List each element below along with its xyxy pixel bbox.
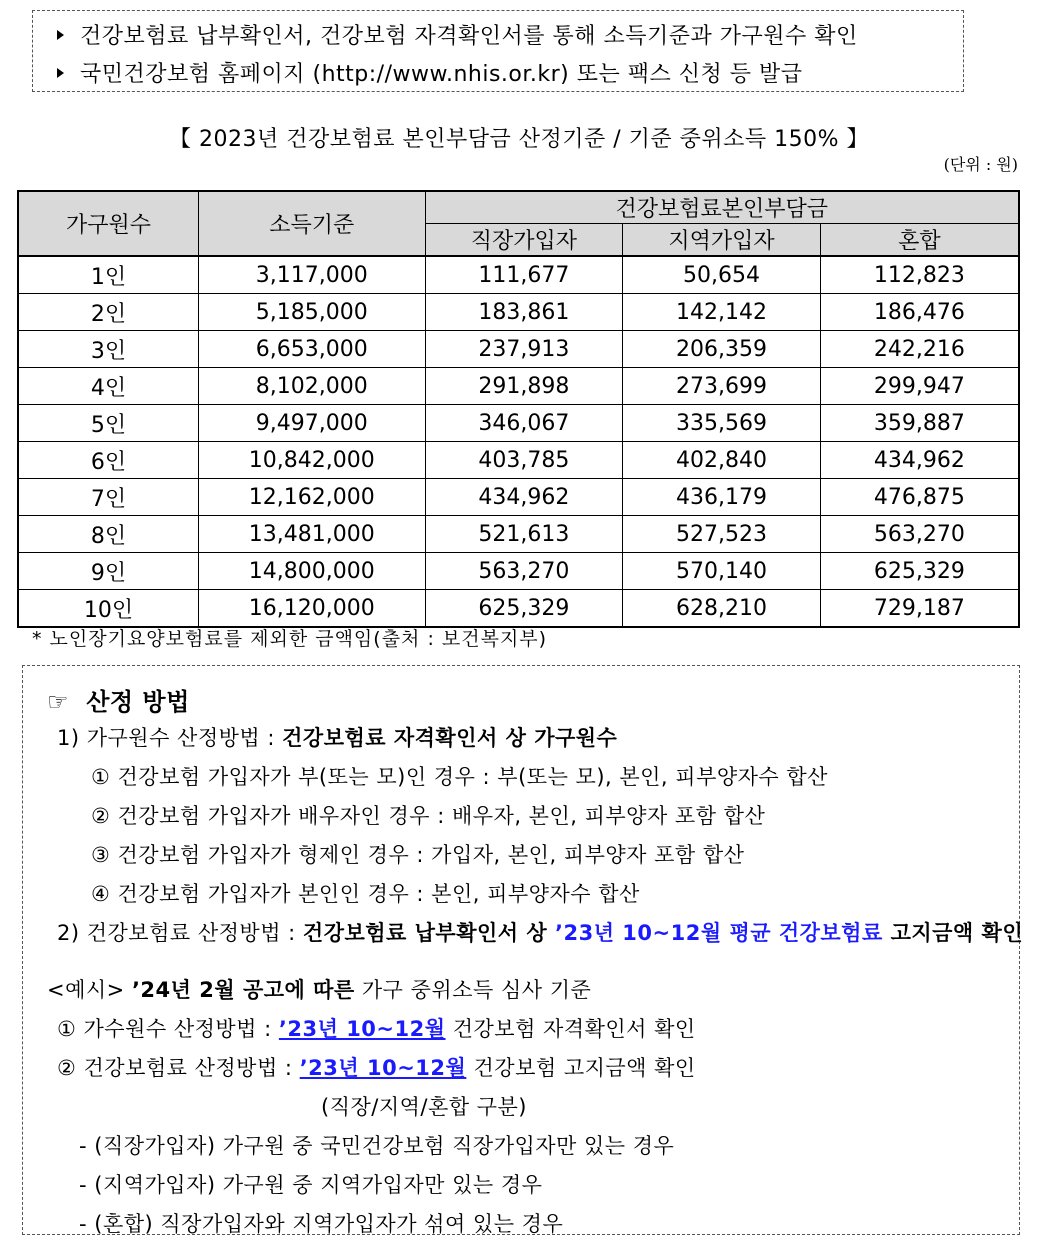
unit-label: (단위 : 원) <box>943 155 1018 174</box>
method-heading-text: 산정 방법 <box>86 688 190 716</box>
cell-mixed: 186,476 <box>820 294 1019 331</box>
header-income: 소득기준 <box>198 191 425 256</box>
cell-regional: 335,569 <box>623 405 821 442</box>
triangle-bullet-icon <box>57 30 64 40</box>
cell-household: 2인 <box>18 294 198 331</box>
cell-income: 9,497,000 <box>198 405 425 442</box>
info-box <box>32 10 964 92</box>
method-item-1: 1) 가구원수 산정방법 : 건강보험료 자격확인서 상 가구원수 <box>57 726 618 750</box>
triangle-bullet-icon <box>57 68 64 78</box>
cell-mixed: 625,329 <box>820 553 1019 590</box>
method-sub-2: ② 건강보험 가입자가 배우자인 경우 : 배우자, 본인, 피부양자 포함 합산 <box>91 804 766 828</box>
cell-household: 5인 <box>18 405 198 442</box>
cell-income: 13,481,000 <box>198 516 425 553</box>
cell-employee: 625,329 <box>425 590 623 628</box>
cell-regional: 273,699 <box>623 368 821 405</box>
cell-employee: 291,898 <box>425 368 623 405</box>
method-item-2: 2) 건강보험료 산정방법 : 건강보험료 납부확인서 상 ’23년 10~12월 평균 건강보험료 고지금액 확인 <box>57 921 1024 945</box>
header-employee: 직장가입자 <box>425 224 623 257</box>
cell-household: 3인 <box>18 331 198 368</box>
example-dash-3: - (혼합) 직장가입자와 지역가입자가 섞여 있는 경우 <box>79 1212 564 1236</box>
header-premium-group: 건강보험료본인부담금 <box>425 191 1019 224</box>
table-row <box>18 331 1019 368</box>
cell-mixed: 242,216 <box>820 331 1019 368</box>
cell-regional: 402,840 <box>623 442 821 479</box>
method-sub-3: ③ 건강보험 가입자가 형제인 경우 : 가입자, 본인, 피부양자 포함 합산 <box>91 843 745 867</box>
method-sub-4: ④ 건강보험 가입자가 본인인 경우 : 본인, 피부양자수 합산 <box>91 882 640 906</box>
cell-employee: 403,785 <box>425 442 623 479</box>
cell-income: 10,842,000 <box>198 442 425 479</box>
header-regional: 지역가입자 <box>623 224 821 257</box>
example-item-2-sub: (직장/지역/혼합 구분) <box>321 1095 527 1119</box>
source-note: * 노인장기요양보험료를 제외한 금액임(출처 : 보건복지부) <box>32 628 548 650</box>
cell-household: 7인 <box>18 479 198 516</box>
cell-employee: 237,913 <box>425 331 623 368</box>
cell-mixed: 299,947 <box>820 368 1019 405</box>
cell-mixed: 729,187 <box>820 590 1019 628</box>
cell-regional: 436,179 <box>623 479 821 516</box>
info-line-2: 국민건강보험 홈페이지 (http://www.nhis.or.kr) 또는 팩스 신청 등 발급 <box>57 57 802 88</box>
cell-household: 9인 <box>18 553 198 590</box>
cell-income: 5,185,000 <box>198 294 425 331</box>
cell-regional: 628,210 <box>623 590 821 628</box>
method-heading <box>47 682 190 717</box>
cell-income: 16,120,000 <box>198 590 425 628</box>
cell-regional: 570,140 <box>623 553 821 590</box>
header-household: 가구원수 <box>18 191 198 256</box>
table-title: 【 2023년 건강보험료 본인부담금 산정기준 / 기준 중위소득 150% 】 <box>168 127 870 152</box>
header-mixed: 혼합 <box>820 224 1019 257</box>
cell-income: 12,162,000 <box>198 479 425 516</box>
example-heading: <예시> ’24년 2월 공고에 따른 가구 중위소득 심사 기준 <box>47 978 592 1002</box>
cell-regional: 50,654 <box>623 256 821 294</box>
cell-household: 1인 <box>18 256 198 294</box>
cell-income: 6,653,000 <box>198 331 425 368</box>
table-row <box>18 516 1019 553</box>
cell-employee: 434,962 <box>425 479 623 516</box>
table-row <box>18 553 1019 590</box>
table-row <box>18 256 1019 294</box>
cell-mixed: 112,823 <box>820 256 1019 294</box>
table-row <box>18 590 1019 628</box>
cell-mixed: 434,962 <box>820 442 1019 479</box>
example-dash-2: - (지역가입자) 가구원 중 지역가입자만 있는 경우 <box>79 1173 543 1197</box>
premium-table <box>17 190 1020 628</box>
cell-employee: 563,270 <box>425 553 623 590</box>
cell-employee: 521,613 <box>425 516 623 553</box>
cell-household: 8인 <box>18 516 198 553</box>
cell-regional: 527,523 <box>623 516 821 553</box>
cell-mixed: 476,875 <box>820 479 1019 516</box>
example-item-1: ① 가수원수 산정방법 : ’23년 10~12월 건강보험 자격확인서 확인 <box>57 1017 696 1041</box>
cell-employee: 111,677 <box>425 256 623 294</box>
cell-household: 10인 <box>18 590 198 628</box>
cell-employee: 346,067 <box>425 405 623 442</box>
cell-regional: 142,142 <box>623 294 821 331</box>
cell-income: 3,117,000 <box>198 256 425 294</box>
cell-income: 14,800,000 <box>198 553 425 590</box>
table-row <box>18 405 1019 442</box>
cell-mixed: 563,270 <box>820 516 1019 553</box>
pointing-hand-icon: ☞ <box>47 688 70 716</box>
example-item-2: ② 건강보험료 산정방법 : ’23년 10~12월 건강보험 고지금액 확인 <box>57 1056 696 1080</box>
cell-household: 6인 <box>18 442 198 479</box>
example-dash-1: - (직장가입자) 가구원 중 국민건강보험 직장가입자만 있는 경우 <box>79 1134 675 1158</box>
method-box <box>22 665 1024 1236</box>
cell-regional: 206,359 <box>623 331 821 368</box>
table-row <box>18 442 1019 479</box>
cell-mixed: 359,887 <box>820 405 1019 442</box>
method-sub-1: ① 건강보험 가입자가 부(또는 모)인 경우 : 부(또는 모), 본인, 피부양자수 합산 <box>91 765 828 789</box>
cell-household: 4인 <box>18 368 198 405</box>
info-line-1: 건강보험료 납부확인서, 건강보험 자격확인서를 통해 소득기준과 가구원수 확인 <box>57 19 858 50</box>
cell-income: 8,102,000 <box>198 368 425 405</box>
table-row <box>18 294 1019 331</box>
cell-employee: 183,861 <box>425 294 623 331</box>
table-row <box>18 368 1019 405</box>
table-row <box>18 479 1019 516</box>
